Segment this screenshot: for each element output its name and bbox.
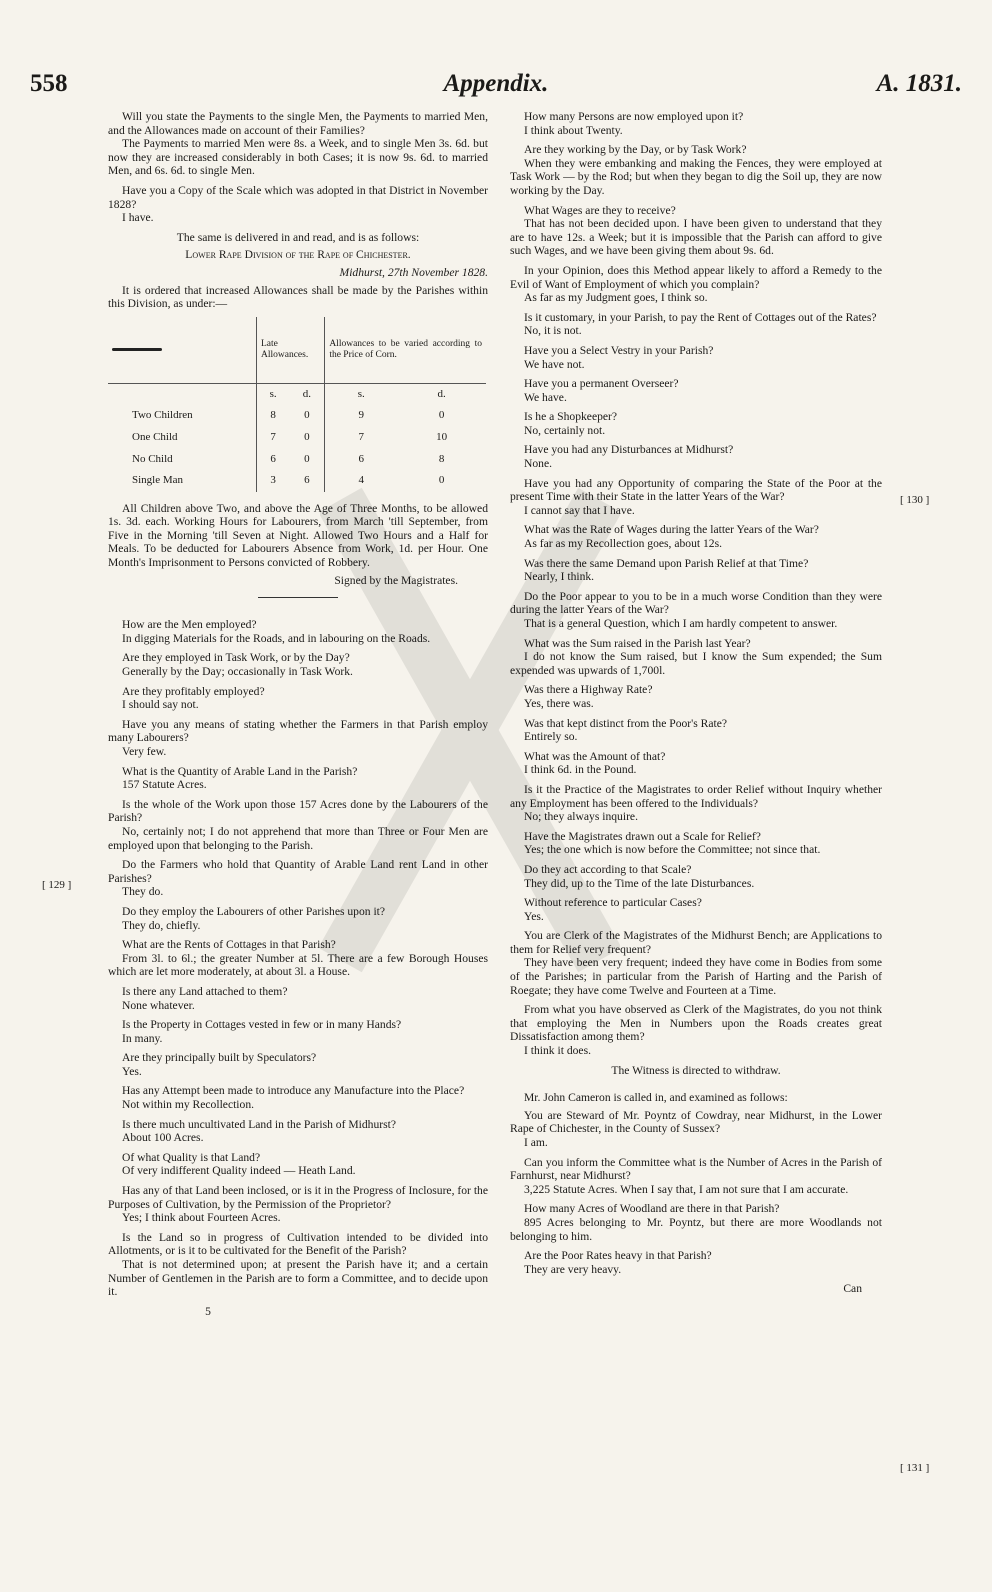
unit-label: d. (302, 387, 311, 400)
answer-paragraph: In digging Materials for the Roads, and in labouring on the Roads. (122, 631, 431, 645)
question-paragraph: Have you a permanent Overseer? (524, 377, 679, 391)
margin-note: [ 130 ] (900, 494, 930, 506)
question-paragraph: Do they employ the Labourers of other Parishes upon it? (122, 904, 386, 918)
answer-paragraph: That is not determined upon; at present the Parish have it; and a certain Number of Gentlemen in the Parish are to form a Committee, and to decide upon it. (108, 1258, 488, 1299)
answer-paragraph: I think 6d. in the Pound. (524, 763, 637, 777)
question-paragraph: Is the Property in Cottages vested in few or in many Hands? (122, 1018, 402, 1032)
question-paragraph: Do the Farmers who hold that Quantity of Arable Land rent Land in other Parishes? (108, 858, 488, 885)
answer-paragraph: Yes, there was. (524, 696, 594, 710)
answer-paragraph: I should say not. (122, 698, 199, 712)
table-cell: 6 (325, 449, 397, 471)
answer-paragraph: Nearly, I think. (524, 570, 595, 584)
left-qa (108, 618, 488, 1299)
left-intro (108, 110, 488, 225)
right-column (510, 110, 882, 1300)
answer-paragraph: We have. (524, 390, 567, 404)
table-cell: 0 (304, 409, 310, 422)
table-row (108, 470, 486, 492)
answer-paragraph: They have been very frequent; indeed they have come in Bodies from some of the Parishes; in particular from the Parish of Harting and the Parish of Roegate; they have come Twelve and Fourteen at a Time. (510, 956, 882, 997)
answer-paragraph: No, certainly not. (524, 423, 606, 437)
signature-mark: 5 (205, 1304, 211, 1318)
answer-paragraph: Of very indifferent Quality indeed — Heath Land. (122, 1164, 356, 1178)
order-note: All Children above Two, and above the Age of Three Months, to be allowed 1s. 3d. each. Working Hours for Labourers, from March 'till September, from Five in the Morning 'till Seven at Night. Allowed Two Hours and a Half for Meals. To be deducted for Labourers Absence from Work, 1d. per Hour. One Month's Imprisonment to Persons convicted of Robbery. (108, 501, 488, 570)
question-paragraph: How many Persons are now employed upon it? (524, 110, 744, 123)
table-cell: 0 (438, 474, 445, 487)
answer-paragraph: None. (524, 457, 553, 471)
page-number: 558 (30, 70, 68, 97)
answer-paragraph: They do. (122, 885, 164, 899)
question-paragraph: You are Clerk of the Magistrates of the Midhurst Bench; are Applications to them for Relief very frequent? (510, 929, 882, 956)
answer-paragraph: 157 Statute Acres. (122, 778, 207, 792)
answer-paragraph: 3,225 Statute Acres. When I say that, I am not sure that I am accurate. (524, 1182, 849, 1196)
question-paragraph: Have the Magistrates drawn out a Scale for Relief? (524, 829, 761, 843)
answer-paragraph: I do not know the Sum raised, but I know the Sum expended; the Sum expended was upwards of 1,700l. (510, 650, 882, 677)
question-paragraph: What are the Rents of Cottages in that Parish? (122, 938, 336, 952)
table-cell: 7 (257, 427, 290, 449)
unit-label: s. (325, 383, 397, 405)
answer-paragraph: I have. (122, 211, 154, 225)
table-cell: 0 (438, 409, 445, 422)
question-paragraph: Have you had any Opportunity of comparing the State of the Poor at the present Time with their State in the latter Years of the War? (510, 476, 882, 504)
question-paragraph: How are the Men employed? (122, 618, 257, 632)
right-qa2 (510, 1109, 882, 1277)
allowance-table (108, 317, 486, 492)
answer-paragraph: We have not. (524, 357, 585, 371)
question-paragraph: Have you a Copy of the Scale which was adopted in that District in November 1828? (108, 183, 488, 211)
table-cell: 9 (325, 405, 397, 427)
answer-paragraph: Entirely so. (524, 730, 578, 744)
question-paragraph: Are they profitably employed? (122, 684, 265, 698)
row-label: Two Children (132, 409, 193, 422)
answer-paragraph: That has not been decided upon. I have been given to understand that they are to have 12s. a Week; but it is impossible that the Parish can afford to give such Wages, and we have been giving them about 9s. 6d. (510, 217, 882, 258)
question-paragraph: Has any of that Land been inclosed, or is it in the Progress of Inclosure, for the Purposes of Cultivation, by the Permission of the Proprietor? (108, 1184, 488, 1211)
table-cell: 6 (257, 449, 290, 471)
table-cell: 0 (304, 430, 310, 443)
table-cell: 3 (257, 470, 290, 492)
table-cell: 0 (304, 452, 310, 465)
answer-paragraph: That is a general Question, which I am hardly competent to answer. (524, 617, 838, 630)
table-cell: 8 (438, 452, 445, 465)
answer-paragraph: They did, up to the Time of the late Disturbances. (524, 876, 755, 890)
answer-paragraph: No; they always inquire. (524, 810, 638, 824)
question-paragraph: What Wages are they to receive? (524, 203, 676, 217)
division-title: Lower Rape Division of the Rape of Chichester. (185, 248, 411, 262)
answer-paragraph: I am. (524, 1136, 548, 1149)
question-paragraph: Is the Land so in progress of Cultivation intended to be divided into Allotments, or is it to be cultivated for the Benefit of the Parish? (108, 1230, 488, 1258)
signed-note: Signed by the Magistrates. (334, 573, 458, 587)
question-paragraph: Is it customary, in your Parish, to pay the Rent of Cottages out of the Rates? (524, 310, 877, 324)
answer-paragraph: Yes; the one which is now before the Committee; not since that. (524, 843, 821, 857)
table-cell: 7 (325, 427, 397, 449)
question-paragraph: Is the whole of the Work upon those 157 Acres done by the Labourers of the Parish? (108, 797, 488, 825)
row-label: Single Man (132, 474, 184, 487)
order-text: It is ordered that increased Allowances shall be made by the Parishes within this Division, as under:— (108, 283, 488, 311)
question-paragraph: Is there any Land attached to them? (122, 984, 288, 998)
question-paragraph: Will you state the Payments to the single Men, the Payments to married Men, and the Allowances made on account of their Families? (108, 110, 488, 137)
left-column (108, 110, 488, 1322)
question-paragraph: In your Opinion, does this Method appear likely to afford a Remedy to the Evil of Want of Employment of which you complain? (510, 263, 882, 291)
question-paragraph: Do they act according to that Scale? (524, 862, 692, 876)
answer-paragraph: No, certainly not; I do not apprehend that more than Three or Four Men are employed upon that belonging to the Parish. (108, 824, 488, 852)
question-paragraph: Has any Attempt been made to introduce any Manufacture into the Place? (122, 1084, 465, 1098)
right-qa (510, 110, 882, 1058)
question-paragraph: What is the Quantity of Arable Land in the Parish? (122, 764, 358, 778)
question-paragraph: From what you have observed as Clerk of the Magistrates, do you not think that employing the Men in Numbers upon the Roads creates great Dissatisfaction among them? (510, 1003, 882, 1044)
answer-paragraph: Yes. (122, 1064, 142, 1078)
question-paragraph: Are the Poor Rates heavy in that Parish? (524, 1249, 712, 1263)
late-allowances-header: Late Allowances. (257, 317, 325, 384)
answer-paragraph: They are very heavy. (524, 1262, 622, 1276)
answer-paragraph: I think it does. (524, 1044, 591, 1058)
question-paragraph: You are Steward of Mr. Poyntz of Cowdray, near Midhurst, in the Lower Rape of Chichester, in the County of Sussex? (510, 1108, 882, 1136)
question-paragraph: Is there much uncultivated Land in the Parish of Midhurst? (122, 1117, 396, 1131)
witness-called: Mr. John Cameron is called in, and examined as follows: (524, 1091, 788, 1105)
page-year: A. 1831. (876, 70, 962, 97)
answer-paragraph: Yes; I think about Fourteen Acres. (122, 1211, 281, 1225)
unit-label: s. (257, 383, 290, 405)
page-header (30, 70, 962, 110)
table-body (108, 405, 486, 491)
place-date: Midhurst, 27th November 1828. (339, 265, 488, 279)
table-cell: 6 (304, 474, 310, 487)
question-paragraph: Of what Quality is that Land? (122, 1150, 261, 1164)
answer-paragraph: No, it is not. (524, 324, 582, 338)
answer-paragraph: I cannot say that I have. (524, 503, 635, 517)
question-paragraph: Was there the same Demand upon Parish Relief at that Time? (524, 556, 809, 570)
page-title: Appendix. (443, 70, 549, 97)
question-paragraph: Have you had any Disturbances at Midhurst? (524, 443, 734, 457)
answer-paragraph: None whatever. (122, 998, 195, 1012)
answer-paragraph: In many. (122, 1031, 163, 1045)
table-units-row (108, 383, 486, 405)
question-paragraph: Do the Poor appear to you to be in a much worse Condition than they were during the latter Years of the War? (510, 589, 882, 617)
table-cell: 4 (325, 470, 397, 492)
question-paragraph: Have you a Select Vestry in your Parish? (524, 343, 714, 357)
answer-paragraph: As far as my Judgment goes, I think so. (524, 291, 708, 305)
question-paragraph: How many Acres of Woodland are there in that Parish? (524, 1202, 780, 1216)
section-divider (258, 597, 338, 598)
withdraw-note: The Witness is directed to withdraw. (611, 1063, 781, 1077)
row-label: One Child (132, 430, 178, 443)
answer-paragraph: When they were embanking and making the Fences, they were employed at Task Work — by the Rod; but when they began to dig the Soil up, they are now working by the Day. (510, 156, 882, 197)
row-label: No Child (132, 452, 173, 465)
answer-paragraph: From 3l. to 6l.; the greater Number at 5l. There are a few Borough Houses which are let more moderately, at about 3l. a House. (108, 951, 488, 979)
question-paragraph: Is it the Practice of the Magistrates to order Relief without Inquiry whether any Employment has been offered to the Individuals? (510, 782, 882, 810)
question-paragraph: What was the Amount of that? (524, 749, 666, 763)
catchword: Can (843, 1282, 862, 1296)
question-paragraph: Have you any means of stating whether the Farmers in that Parish employ many Labourers? (108, 717, 488, 745)
table-cell: 8 (257, 405, 290, 427)
question-paragraph: Are they principally built by Speculators? (122, 1051, 317, 1065)
answer-paragraph: The Payments to married Men were 8s. a Week, and to single Men 3s. 6d. but now they are increased considerably in both Cases; it is now 9s. 6d. to married Men, and 6s. 6d. to single Men. (108, 137, 488, 178)
question-paragraph: Is he a Shopkeeper? (524, 410, 618, 424)
question-paragraph: Are they working by the Day, or by Task Work? (524, 143, 747, 157)
question-paragraph: Was that kept distinct from the Poor's Rate? (524, 716, 728, 730)
answer-paragraph: They do, chiefly. (122, 918, 201, 932)
margin-note: [ 131 ] (900, 1462, 930, 1474)
answer-paragraph: Not within my Recollection. (122, 1098, 255, 1112)
question-paragraph: Are they employed in Task Work, or by the Day? (122, 651, 350, 665)
table-dash-header (108, 317, 257, 384)
answer-paragraph: I think about Twenty. (524, 123, 623, 137)
table-row (108, 449, 486, 471)
question-paragraph: Can you inform the Committee what is the Number of Acres in the Parish of Farnhurst, near Midhurst? (510, 1155, 882, 1183)
answer-paragraph: Yes. (524, 909, 544, 923)
question-paragraph: Without reference to particular Cases? (524, 896, 702, 910)
table-row (108, 427, 486, 449)
delivered-note: The same is delivered in and read, and is as follows: (176, 230, 420, 244)
answer-paragraph: 895 Acres belonging to Mr. Poyntz, but there are more Woodlands not belonging to him. (510, 1215, 882, 1243)
unit-label: d. (437, 387, 446, 400)
answer-paragraph: About 100 Acres. (122, 1131, 204, 1145)
question-paragraph: What was the Rate of Wages during the latter Years of the War? (524, 523, 819, 537)
question-paragraph: Was there a Highway Rate? (524, 683, 653, 697)
question-paragraph: What was the Sum raised in the Parish last Year? (524, 636, 751, 650)
margin-note: [ 129 ] (42, 879, 72, 891)
table-cell: 10 (436, 430, 448, 443)
answer-paragraph: Very few. (122, 745, 167, 758)
answer-paragraph: Generally by the Day; occasionally in Task Work. (122, 665, 353, 679)
varied-allowances-header: Allowances to be varied according to the Price of Corn. (325, 317, 486, 384)
table-row (108, 405, 486, 427)
answer-paragraph: As far as my Recollection goes, about 12s. (524, 537, 723, 551)
table-header-row (108, 317, 486, 384)
